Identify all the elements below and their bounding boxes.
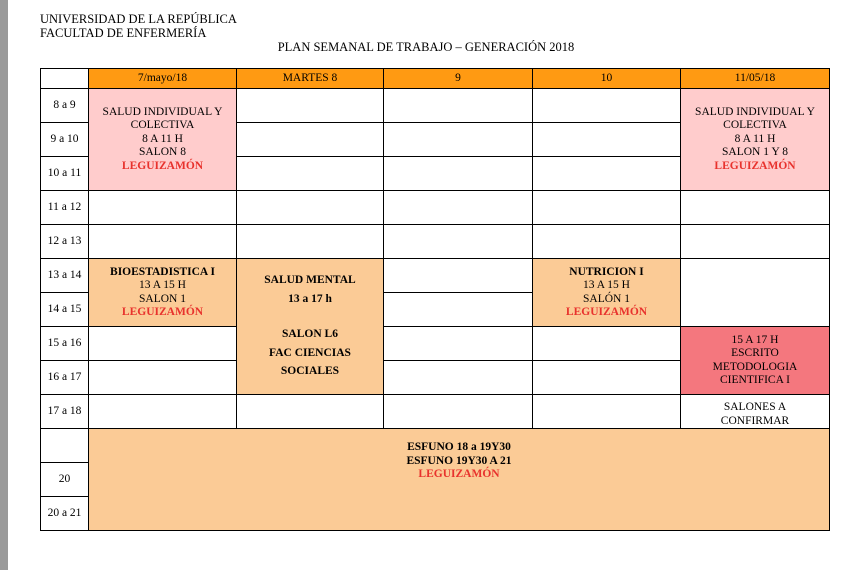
empty-cell [533, 123, 681, 157]
event-title-cont: ESFUNO 19Y30 A 21 [406, 454, 512, 467]
event-salones-a-confirmar [681, 395, 830, 429]
empty-cell [681, 191, 830, 225]
table-row [41, 395, 830, 429]
table-row [41, 259, 830, 293]
time-label: 14 a 15 [41, 293, 89, 327]
event-time: 13 A 15 H [139, 279, 186, 291]
empty-cell [89, 225, 237, 259]
empty-cell [384, 157, 533, 191]
event-room: SALÓN 1 [583, 292, 630, 305]
plan-title: PLAN SEMANAL DE TRABAJO – GENERACIÓN 2018 [277, 40, 575, 54]
empty-cell [237, 191, 384, 225]
event-room: SALON 1 [139, 292, 186, 305]
column-header-thursday: 10 [533, 69, 681, 89]
event-title: SALUD INDIVIDUAL Y [695, 105, 815, 118]
time-label: 8 a 9 [41, 89, 89, 123]
empty-cell [533, 361, 681, 395]
empty-cell [89, 191, 237, 225]
empty-cell [384, 293, 533, 327]
empty-cell [237, 157, 384, 191]
empty-cell [89, 361, 237, 395]
empty-cell [89, 327, 237, 361]
time-label: 12 a 13 [41, 225, 89, 259]
event-teacher: LEGUIZAMÓN [714, 159, 796, 172]
event-title: NUTRICION I [569, 265, 644, 278]
empty-cell [237, 123, 384, 157]
event-note-cont: CONFIRMAR [720, 414, 790, 427]
event-time: 13 a 17 h [288, 292, 332, 305]
table-row [41, 89, 830, 123]
time-label: 17 a 18 [41, 395, 89, 429]
event-title: ESCRITO [731, 347, 779, 359]
column-header-wednesday: 9 [384, 69, 533, 89]
event-title: SALUD INDIVIDUAL Y [102, 105, 223, 118]
time-label: 15 a 16 [41, 327, 89, 361]
event-teacher: LEGUIZAMÓN [418, 468, 500, 481]
empty-cell [533, 89, 681, 123]
table-row [41, 327, 830, 361]
empty-cell [533, 225, 681, 259]
time-label: 13 a 14 [41, 259, 89, 293]
empty-cell [384, 123, 533, 157]
column-header-tuesday: MARTES 8 [237, 69, 384, 89]
event-teacher: LEGUIZAMÓN [121, 159, 204, 172]
event-salud-individual-monday [89, 89, 237, 191]
event-esfuno [89, 429, 830, 531]
event-bioestadistica [89, 259, 237, 327]
event-salud-individual-friday [681, 89, 830, 191]
empty-cell [89, 395, 237, 429]
column-header-monday: 7/mayo/18 [89, 69, 237, 89]
empty-cell [384, 89, 533, 123]
time-label: 10 a 11 [41, 157, 89, 191]
event-title-cont: METODOLOGIA [712, 360, 798, 373]
empty-cell [681, 259, 830, 327]
time-label [41, 429, 89, 463]
event-title: ESFUNO 18 a 19Y30 [407, 441, 511, 454]
weekly-schedule-table [40, 68, 830, 531]
event-room: SALON L6 [282, 328, 338, 341]
empty-cell [384, 395, 533, 429]
time-label: 20 [41, 463, 89, 497]
event-title: SALUD MENTAL [264, 274, 356, 287]
empty-cell [237, 395, 384, 429]
event-place-cont: SOCIALES [280, 365, 340, 378]
event-teacher: LEGUIZAMÓN [565, 306, 648, 318]
empty-cell [533, 327, 681, 361]
event-title-cont: CIENTIFICA I [720, 374, 790, 386]
empty-cell [384, 191, 533, 225]
time-label: 9 a 10 [41, 123, 89, 157]
empty-cell [533, 395, 681, 429]
event-place: FAC CIENCIAS [269, 346, 351, 359]
empty-cell [384, 225, 533, 259]
corner-cell [41, 69, 89, 89]
empty-cell [533, 157, 681, 191]
empty-cell [384, 361, 533, 395]
event-time: 13 A 15 H [583, 279, 630, 291]
header-row [41, 69, 830, 89]
event-note: SALONES A [723, 401, 787, 413]
event-time: 8 A 11 H [142, 132, 183, 145]
event-room: SALON 1 Y 8 [722, 146, 788, 159]
event-title: BIOESTADISTICA I [110, 265, 215, 278]
event-teacher: LEGUIZAMÓN [121, 306, 204, 318]
time-label: 20 a 21 [41, 497, 89, 531]
empty-cell [384, 259, 533, 293]
empty-cell [533, 191, 681, 225]
empty-cell [237, 225, 384, 259]
table-row [41, 225, 830, 259]
event-salud-mental [237, 259, 384, 395]
event-escrito-metodologia [681, 327, 830, 395]
event-title-cont: COLECTIVA [723, 119, 787, 132]
faculty-name: FACULTAD DE ENFERMERÍA [40, 26, 207, 40]
event-time: 15 A 17 H [731, 333, 779, 346]
university-name: UNIVERSIDAD DE LA REPÚBLICA [40, 12, 237, 26]
event-nutricion [533, 259, 681, 327]
time-label: 11 a 12 [41, 191, 89, 225]
column-header-friday: 11/05/18 [681, 69, 830, 89]
event-room: SALON 8 [139, 146, 186, 159]
event-time: 8 A 11 H [734, 132, 776, 145]
time-label: 16 a 17 [41, 361, 89, 395]
empty-cell [384, 327, 533, 361]
empty-cell [237, 89, 384, 123]
table-row [41, 191, 830, 225]
empty-cell [681, 225, 830, 259]
table-row [41, 429, 830, 463]
event-title-cont: COLECTIVA [130, 119, 195, 132]
page-edge-bar [0, 0, 8, 570]
